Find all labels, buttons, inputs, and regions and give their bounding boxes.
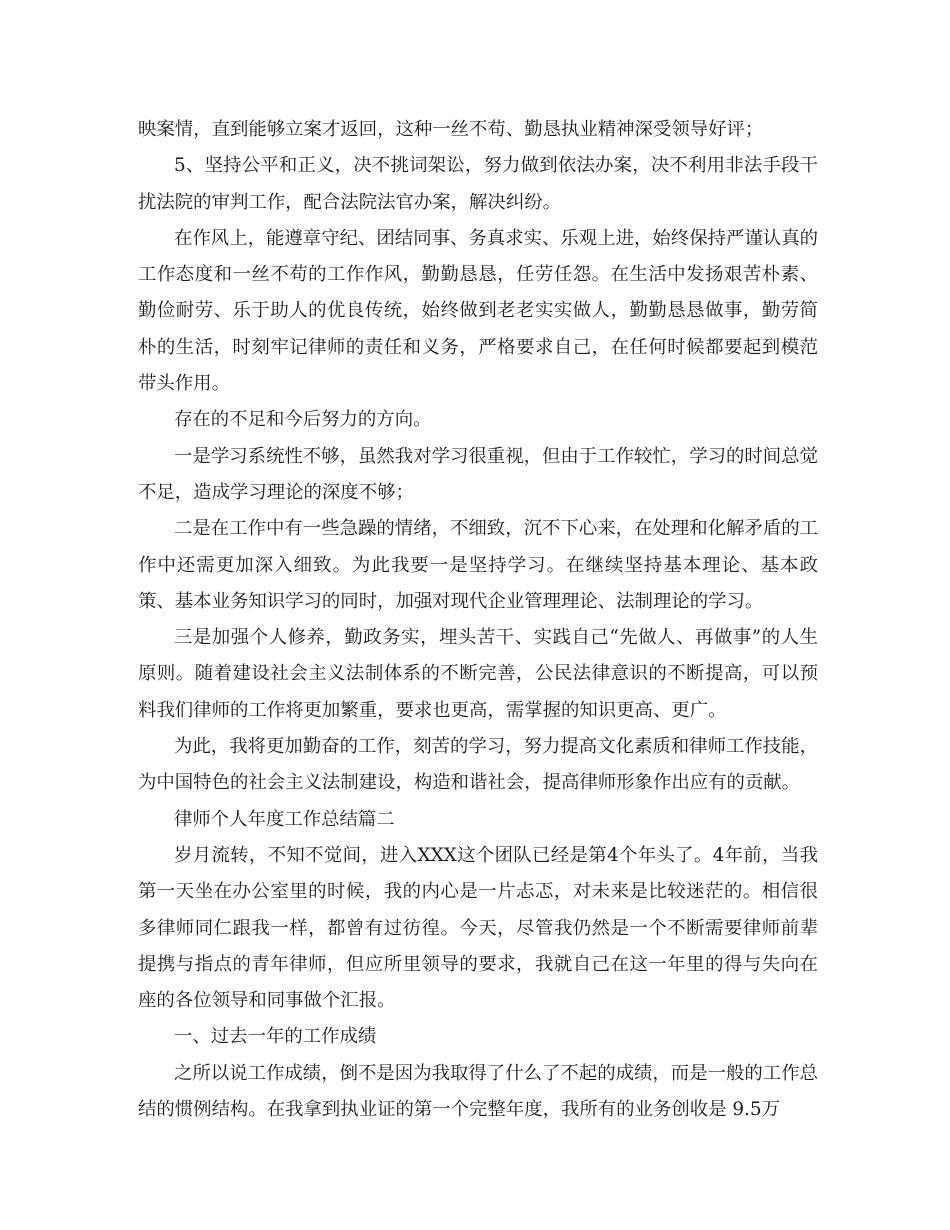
paragraph-shortcoming-three: 三是加强个人修养，勤政务实，埋头苦干、实践自己“先做人、再做事”的人生原则。随着建设社会主义法制体系的不断完善，公民法律意识的不断提高，可以预料我们律师的工作将更加繁重，要求也更高，需掌握的知识更高、更广。	[138, 627, 818, 721]
paragraph-work-style: 在作风上，能遵章守纪、团结同事、务真求实、乐观上进，始终保持严谨认真的工作态度和一丝不苟的工作作风，勤勤恳恳，任劳任怨。在生活中发扬艰苦朴素、勤俭耐劳、乐于助人的优良传统，始终做到老老实实做人，勤勤恳恳做事，勤劳简朴的生活，时刻牢记律师的责任和义务，严格要求自己，在任何时候都要起到模范带头作用。	[138, 227, 818, 395]
paragraph-continuation: 映案情，直到能够立案才返回，这种一丝不苟、勤恳执业精神深受领导好评；	[138, 119, 764, 140]
paragraph-item-5-fairness: 5、坚持公平和正义，决不挑词架讼，努力做到依法办案，决不利用非法手段干扰法院的审判工作，配合法院法官办案，解决纠纷。	[138, 155, 818, 213]
document-body	[138, 112, 818, 1128]
section-heading-achievements: 一、过去一年的工作成绩	[174, 1026, 377, 1048]
paragraph-shortcoming-two: 二是在工作中有一些急躁的情绪，不细致，沉不下心来，在处理和化解矛盾的工作中还需更加深入细致。为此我要一是坚持学习。在继续坚持基本理论、基本政策、基本业务知识学习的同时，加强对现代企业管理理论、法制理论的学习。	[138, 518, 818, 612]
paragraph-conclusion: 为此，我将更加勤奋的工作，刻苦的学习，努力提高文化素质和律师工作技能，为中国特色的社会主义法制建设，构造和谐社会，提高律师形象作出应有的贡献。	[138, 736, 818, 794]
paragraph-achievements: 之所以说工作成绩，倒不是因为我取得了什么了不起的成绩，而是一般的工作总结的惯例结构。在我拿到执业证的第一个完整年度，我所有的业务创收是 9.5万	[138, 1062, 818, 1121]
paragraph-shortcoming-one: 一是学习系统性不够，虽然我对学习很重视，但由于工作较忙，学习的时间总觉不足，造成学习理论的深度不够；	[138, 445, 818, 503]
paragraph-shortcomings-heading: 存在的不足和今后努力的方向。	[174, 409, 432, 431]
paragraph-intro-part-two: 岁月流转，不知不觉间，进入XXX这个团队已经是第4个年头了。4年前，当我第一天坐在办公室里的时候，我的内心是一片忐忑，对未来是比较迷茫的。相信很多律师同仁跟我一样，都曾有过彷徨。今天，尽管我仍然是一个不断需要律师前辈提携与指点的青年律师，但应所里领导的要求，我就自己在这一年里的得与失向在座的各位领导和同事做个汇报。	[138, 844, 818, 1012]
section-title-part-two: 律师个人年度工作总结篇二	[174, 808, 395, 830]
